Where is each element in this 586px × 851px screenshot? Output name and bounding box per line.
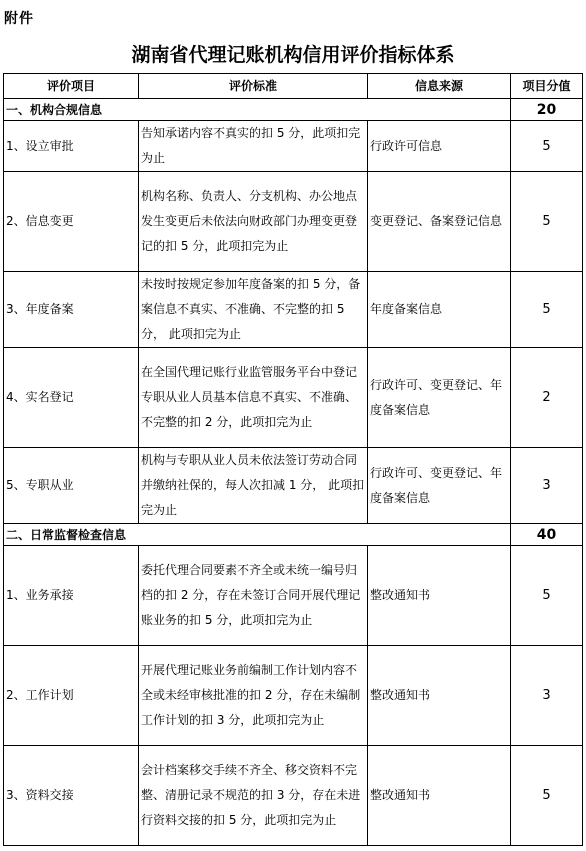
- row-score: 2: [511, 348, 583, 448]
- header-criteria: 评价标准: [139, 74, 368, 99]
- section-title: 一、机构合规信息: [4, 99, 511, 121]
- row-score: 5: [511, 272, 583, 348]
- row-score: 5: [511, 121, 583, 172]
- row-source: 行政许可信息: [368, 121, 511, 172]
- row-criteria: 委托代理合同要素不齐全或未统一编号归档的扣 2 分，存在未签订合同开展代理记账业务的扣 5 分，此项扣完为止: [139, 546, 368, 646]
- table-header-row: [4, 74, 583, 99]
- row-criteria: 开展代理记账业务前编制工作计划内容不全或未经审核批准的扣 2 分，存在未编制工作计划的扣 3 分，此项扣完为止: [139, 646, 368, 746]
- row-item: 5、专职从业: [4, 448, 139, 524]
- table-row: [4, 646, 583, 746]
- row-criteria: 告知承诺内容不真实的扣 5 分，此项扣完为止: [139, 121, 368, 172]
- header-item: 评价项目: [4, 74, 139, 99]
- document-title: 湖南省代理记账机构信用评价指标体系: [131, 44, 455, 66]
- table-row: [4, 746, 583, 846]
- row-source: 行政许可、变更登记、年度备案信息: [368, 348, 511, 448]
- row-score: 3: [511, 448, 583, 524]
- row-score: 5: [511, 746, 583, 846]
- row-source: 整改通知书: [368, 646, 511, 746]
- table-row: [4, 272, 583, 348]
- row-source: 行政许可、变更登记、年度备案信息: [368, 448, 511, 524]
- attachment-label: 附件: [4, 11, 34, 27]
- table-row: [4, 546, 583, 646]
- table-row: [4, 348, 583, 448]
- header-source: 信息来源: [368, 74, 511, 99]
- row-item: 2、工作计划: [4, 646, 139, 746]
- row-source: 变更登记、备案登记信息: [368, 172, 511, 272]
- section-row: [4, 99, 583, 121]
- table-row: [4, 172, 583, 272]
- table-row: [4, 448, 583, 524]
- row-item: 2、信息变更: [4, 172, 139, 272]
- row-criteria: 机构名称、负责人、分支机构、办公地点发生变更后未依法向财政部门办理变更登记的扣 5 分，此项扣完为止: [139, 172, 368, 272]
- row-source: 整改通知书: [368, 546, 511, 646]
- evaluation-table: [3, 73, 583, 846]
- section-title: 二、日常监督检查信息: [4, 524, 511, 546]
- row-score: 5: [511, 172, 583, 272]
- header-score: 项目分值: [511, 74, 583, 99]
- row-source: 年度备案信息: [368, 272, 511, 348]
- section-row: [4, 524, 583, 546]
- row-source: 整改通知书: [368, 746, 511, 846]
- row-score: 5: [511, 546, 583, 646]
- row-criteria: 未按时按规定参加年度备案的扣 5 分，备案信息不真实、不准确、不完整的扣 5 分， 此项扣完为止: [139, 272, 368, 348]
- row-item: 3、年度备案: [4, 272, 139, 348]
- row-item: 1、业务承接: [4, 546, 139, 646]
- row-score: 3: [511, 646, 583, 746]
- row-item: 3、资料交接: [4, 746, 139, 846]
- table-row: [4, 121, 583, 172]
- row-criteria: 在全国代理记账行业监管服务平台中登记专职从业人员基本信息不真实、不准确、不完整的扣 2 分，此项扣完为止: [139, 348, 368, 448]
- row-item: 4、实名登记: [4, 348, 139, 448]
- section-score: 40: [511, 524, 583, 546]
- row-item: 1、设立审批: [4, 121, 139, 172]
- row-criteria: 机构与专职从业人员未依法签订劳动合同并缴纳社保的，每人次扣减 1 分， 此项扣完为止: [139, 448, 368, 524]
- section-score: 20: [511, 99, 583, 121]
- row-criteria: 会计档案移交手续不齐全、移交资料不完整、清册记录不规范的扣 3 分，存在未进行资料交接的扣 5 分，此项扣完为止: [139, 746, 368, 846]
